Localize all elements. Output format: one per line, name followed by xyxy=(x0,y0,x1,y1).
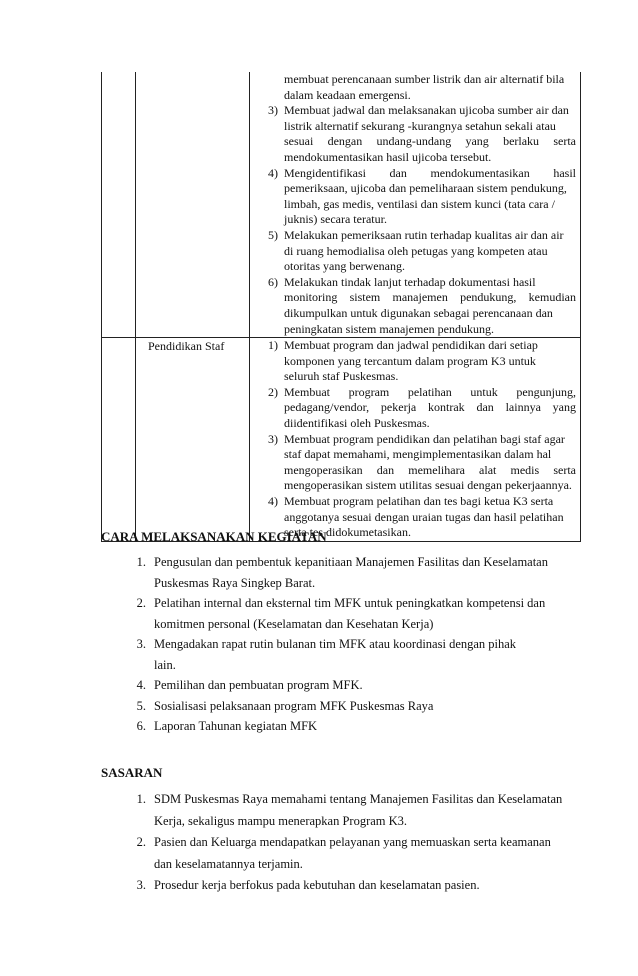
list-item: 1) Membuat program dan jadwal pendidikan dari setiap komponen yang tercantum dalam program K3 untuk seluruh staf Puskesmas. xyxy=(268,338,538,384)
section-heading: CARA MELAKSANAKAN KEGIATAN xyxy=(101,529,327,544)
list-item: 3. Prosedur kerja berfokus pada kebutuhan dan keselamatan pasien. xyxy=(136,878,480,892)
table-row xyxy=(102,72,581,338)
list-item: 1. SDM Puskesmas Raya memahami tentang Manajemen Fasilitas dan Keselamatan Kerja, sekaligus mampu menerapkan Program K3. xyxy=(136,792,563,828)
program-table xyxy=(101,72,581,542)
targets-list xyxy=(101,789,581,897)
list-item: 6) Melakukan tindak lanjut terhadap dokumentasi hasil monitoring sistem manajemen pendukung, kemudian dikumpulkan untuk digunakan sebagai perencanaan dan peningkatan sistem manajemen pendukung. xyxy=(268,274,576,336)
list-item: 3) Membuat program pendidikan dan pelatihan bagi staf agar staf dapat memahami, mengimplementasikan dalam hal mengoperasikan dan memelihara alat medis serta mengoperasikan sistem utilitas sesuai dengan pekerjaannya. xyxy=(268,431,576,493)
table-cell-blank xyxy=(102,72,136,338)
section-heading: SASARAN xyxy=(101,765,163,780)
list-item: 3) Membuat jadwal dan melaksanakan ujicoba sumber air dan listrik alternatif sekurang -kurangnya setahun sekali atau sesuai dengan undang-undang yang berlaku serta mendokumentasikan hasil ujicoba tersebut. xyxy=(268,103,576,164)
list-item: 4. Pemilihan dan pembuatan program MFK. xyxy=(136,678,363,692)
continuation-text: membuat perencanaan sumber listrik dan air alternatif bila dalam keadaan emergensi. xyxy=(284,72,565,102)
table-cell-content xyxy=(250,338,581,542)
list-item: 4) Membuat program pelatihan dan tes bagi ketua K3 serta anggotanya sesuai dengan uraian tugas dan hasil pelatihan serta tes didokumetasikan. xyxy=(268,494,564,540)
list-item: 1. Pengusulan dan pembentuk kepanitiaan Manajemen Fasilitas dan Keselamatan Puskesmas Raya Singkep Barat. xyxy=(136,555,548,590)
list-item: 2. Pelatihan internal dan eksternal tim MFK untuk peningkatkan kompetensi dan komitmen personal (Keselamatan dan Kesehatan Kerja) xyxy=(136,596,546,631)
steps-list xyxy=(101,552,581,737)
list-item: 2. Pasien dan Keluarga mendapatkan pelayanan yang memuaskan serta keamanan dan keselamatannya terjamin. xyxy=(136,835,551,871)
list-item: 5. Sosialisasi pelaksanaan program MFK Puskesmas Raya xyxy=(136,698,434,713)
table-row xyxy=(102,338,581,542)
table-cell-content xyxy=(250,72,581,338)
table-cell-label xyxy=(136,72,250,338)
table-cell-label: Pendidikan Staf xyxy=(136,338,250,542)
list-item: 4) Mengidentifikasi dan mendokumentasikan hasil pemeriksaan, ujicoba dan pemeliharaan sistem pendukung, limbah, gas medis, ventilasi dan sistem kunci (tata cara / juknis) secara teratur. xyxy=(268,165,576,227)
list-item: 5) Melakukan pemeriksaan rutin terhadap kualitas air dan air di ruang hemodialisa oleh petugas yang kompeten atau otoritas yang berwenang. xyxy=(268,227,564,274)
list-item: 6. Laporan Tahunan kegiatan MFK xyxy=(136,719,318,733)
table-cell-blank xyxy=(102,338,136,542)
list-item: 2) Membuat program pelatihan untuk pengunjung, pedagang/vendor, pekerja kontrak dan lainnya yang diidentifikasi oleh Puskesmas. xyxy=(268,384,576,431)
list-item: 3. Mengadakan rapat rutin bulanan tim MFK atau koordinasi dengan pihak lain. xyxy=(136,637,517,672)
